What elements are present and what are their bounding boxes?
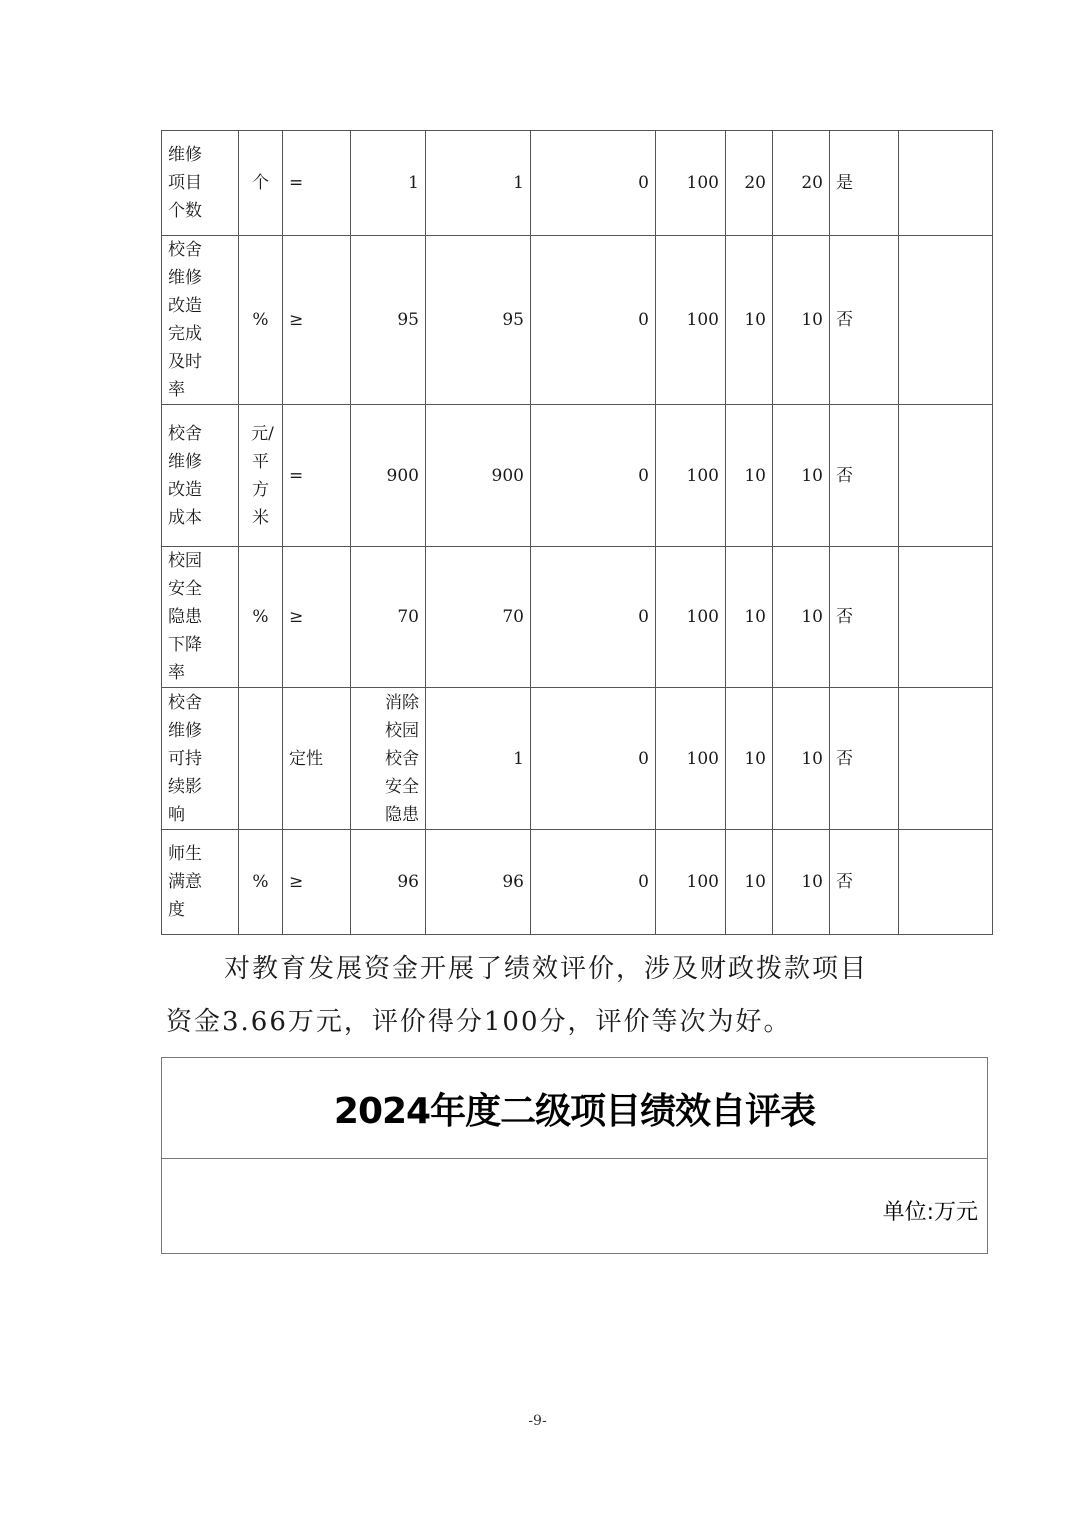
core-indicator-flag: 否 — [830, 830, 899, 935]
core-indicator-flag: 否 — [830, 547, 899, 688]
performance-metrics-table — [161, 130, 993, 935]
indicator-name: 维修项目个数 — [162, 131, 239, 236]
deviation-value: 0 — [531, 405, 656, 547]
completion-rate: 100 — [656, 236, 726, 405]
indicator-operator: ≥ — [283, 236, 351, 405]
actual-value: 70 — [426, 547, 531, 688]
core-indicator-flag: 否 — [830, 405, 899, 547]
completion-rate: 100 — [656, 688, 726, 830]
target-value: 900 — [351, 405, 426, 547]
completion-rate: 100 — [656, 830, 726, 935]
indicator-operator: ≥ — [283, 830, 351, 935]
note-cell — [899, 688, 993, 830]
weight-value: 10 — [726, 236, 773, 405]
score-value: 10 — [773, 688, 830, 830]
score-value: 10 — [773, 830, 830, 935]
score-value: 10 — [773, 547, 830, 688]
deviation-value: 0 — [531, 830, 656, 935]
table-row — [162, 405, 993, 547]
deviation-value: 0 — [531, 688, 656, 830]
page-number: -9- — [528, 1413, 547, 1429]
indicator-name: 校园安全隐患下降率 — [162, 547, 239, 688]
indicator-unit: % — [239, 547, 283, 688]
form-title-row — [162, 1058, 987, 1159]
actual-value: 900 — [426, 405, 531, 547]
evaluation-summary-line-1: 对教育发展资金开展了绩效评价，涉及财政拨款项目 — [224, 954, 869, 984]
target-value: 消除校园校舍安全隐患 — [351, 688, 426, 830]
target-value: 1 — [351, 131, 426, 236]
form-unit-row — [162, 1159, 987, 1255]
self-evaluation-form-header — [161, 1057, 988, 1254]
table-row — [162, 236, 993, 405]
target-value: 70 — [351, 547, 426, 688]
note-cell — [899, 131, 993, 236]
core-indicator-flag: 否 — [830, 236, 899, 405]
target-value: 96 — [351, 830, 426, 935]
weight-value: 10 — [726, 405, 773, 547]
score-value: 10 — [773, 236, 830, 405]
indicator-operator: = — [283, 405, 351, 547]
target-value: 95 — [351, 236, 426, 405]
table-row — [162, 131, 993, 236]
indicator-operator: = — [283, 131, 351, 236]
table-row — [162, 688, 993, 830]
evaluation-summary-line-2: 资金3.66万元，评价得分100分，评价等次为好。 — [166, 1007, 792, 1037]
indicator-operator: 定性 — [283, 688, 351, 830]
actual-value: 95 — [426, 236, 531, 405]
actual-value: 96 — [426, 830, 531, 935]
completion-rate: 100 — [656, 405, 726, 547]
score-value: 20 — [773, 131, 830, 236]
weight-value: 10 — [726, 688, 773, 830]
score-value: 10 — [773, 405, 830, 547]
indicator-name: 校舍维修改造完成及时率 — [162, 236, 239, 405]
weight-value: 10 — [726, 547, 773, 688]
table-row — [162, 547, 993, 688]
indicator-name: 校舍维修可持续影响 — [162, 688, 239, 830]
weight-value: 10 — [726, 830, 773, 935]
note-cell — [899, 830, 993, 935]
indicator-unit: % — [239, 236, 283, 405]
core-indicator-flag: 是 — [830, 131, 899, 236]
table-row — [162, 830, 993, 935]
deviation-value: 0 — [531, 547, 656, 688]
actual-value: 1 — [426, 131, 531, 236]
indicator-operator: ≥ — [283, 547, 351, 688]
weight-value: 20 — [726, 131, 773, 236]
indicator-unit: 个 — [239, 131, 283, 236]
indicator-unit: % — [239, 830, 283, 935]
indicator-unit: 元/平方米 — [239, 405, 283, 547]
form-title: 2024年度二级项目绩效自评表 — [333, 1090, 816, 1132]
note-cell — [899, 547, 993, 688]
note-cell — [899, 236, 993, 405]
indicator-unit — [239, 688, 283, 830]
completion-rate: 100 — [656, 131, 726, 236]
indicator-name: 校舍维修改造成本 — [162, 405, 239, 547]
completion-rate: 100 — [656, 547, 726, 688]
deviation-value: 0 — [531, 236, 656, 405]
actual-value: 1 — [426, 688, 531, 830]
unit-label: 单位:万元 — [882, 1200, 978, 1225]
core-indicator-flag: 否 — [830, 688, 899, 830]
note-cell — [899, 405, 993, 547]
indicator-name: 师生满意度 — [162, 830, 239, 935]
deviation-value: 0 — [531, 131, 656, 236]
